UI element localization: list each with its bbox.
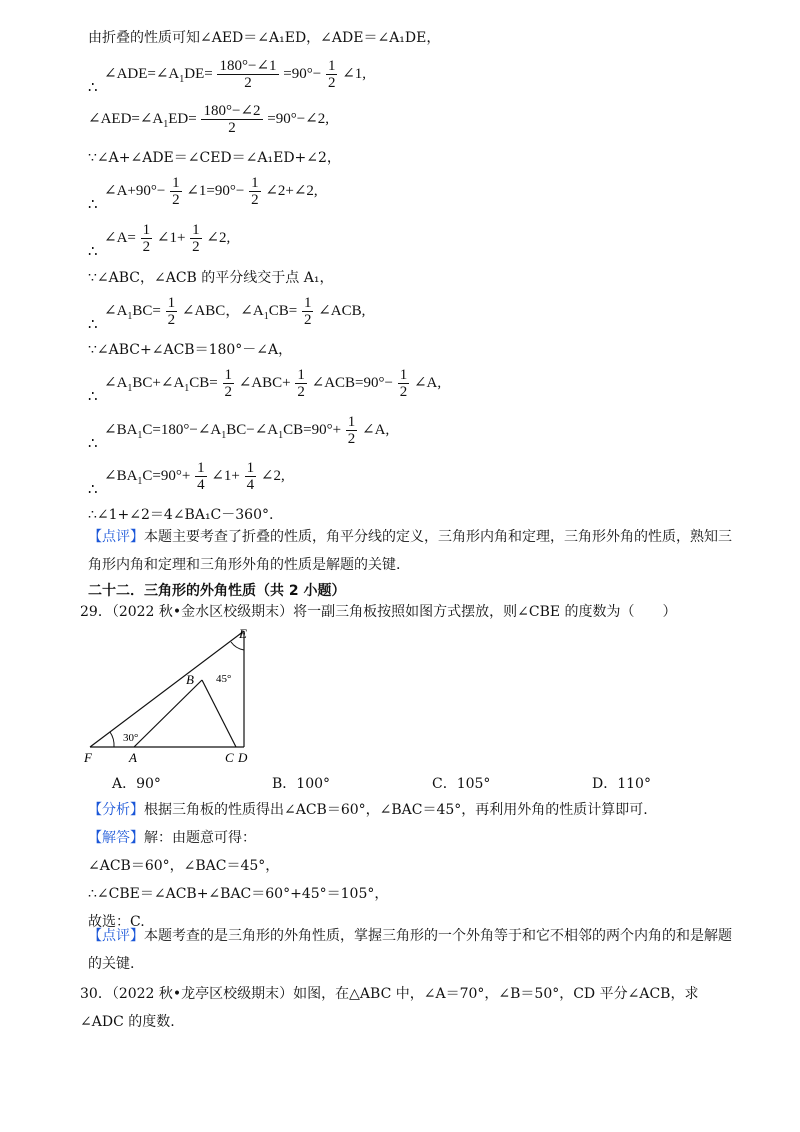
- analysis-tag: 【分析】: [88, 802, 144, 818]
- analysis-text: 根据三角板的性质得出∠ACB＝60°，∠BAC＝45°，再利用外角的性质计算即可.: [144, 802, 648, 818]
- therefore-symbol: ∴: [88, 244, 98, 260]
- aed-num: 180°−∠2: [203, 103, 261, 119]
- ade-fraction: [217, 58, 278, 91]
- answer-tag: 【解答】: [88, 830, 144, 846]
- therefore-symbol: ∴: [88, 80, 98, 96]
- equation-ade: [88, 58, 367, 96]
- comment-tag: 【点评】: [88, 529, 144, 545]
- text-line-1: 由折叠的性质可知∠AED＝∠A₁ED，∠ADE＝∠A₁DE，: [88, 30, 441, 46]
- aed-lhs: ∠AED=∠A: [88, 110, 164, 127]
- analysis: [88, 796, 738, 824]
- angle-30-arc: [110, 732, 114, 747]
- comment-tag-2: 【点评】: [88, 928, 144, 944]
- therefore-symbol: ∴: [88, 197, 98, 213]
- aed-den: 2: [228, 120, 236, 136]
- aed-fraction: [201, 103, 262, 136]
- equation-step6: ∴ $\angle A_1BC+\angle A_1CB=$ $\frac{1}{2}$ ∠ABC+ $\frac{1}{2}$ ∠ACB=90°− $\frac{1}{2}$ ∠A,: [88, 367, 442, 405]
- aed-rest: ED=: [168, 110, 197, 127]
- label-45: 45°: [216, 673, 232, 685]
- ade-rest: DE=: [184, 65, 213, 82]
- therefore-symbol: ∴: [88, 482, 98, 498]
- comment-1: [88, 523, 738, 579]
- aed-sub: 1: [163, 118, 169, 130]
- step5-lhs: ∠A: [104, 302, 128, 319]
- step3-frac2: $\frac{1}{2}$: [251, 175, 259, 208]
- ade-den: 2: [244, 75, 252, 91]
- step4-frac2: $\frac{1}{2}$: [192, 222, 200, 255]
- answer-line-2: ∠ACB＝60°，∠BAC＝45°，: [88, 858, 280, 874]
- equation-step7: ∴ $\angle BA_1C=180^\circ-\angle A_1BC-\angle A_1CB=90^\circ+$ $\frac{1}{2}$ ∠A,: [88, 414, 390, 452]
- angle-45-arc: [231, 642, 244, 650]
- answer-line-1: 【解答】解：由题意可得：: [88, 830, 256, 846]
- section-heading: 二十二．三角形的外角性质（共 2 小题）: [88, 583, 346, 599]
- step4-lhs: ∠A=: [104, 229, 136, 246]
- step4-mid: ∠1+: [156, 229, 186, 246]
- ade-lhs: ∠ADE=∠A: [104, 65, 180, 82]
- choice-d[interactable]: D．110°: [592, 776, 651, 792]
- question-29: 29．（2022 秋•金水区校级期末）将一副三角板按照如图方式摆放，则∠CBE 的度数为（ ）: [80, 604, 677, 620]
- therefore-symbol: ∴: [88, 436, 98, 452]
- label-e: E: [239, 626, 247, 641]
- step4-frac1: $\frac{1}{2}$: [142, 222, 151, 255]
- step4-tail: ∠2,: [206, 229, 231, 246]
- choice-b[interactable]: B．100°: [272, 776, 331, 792]
- equation-step4: [88, 222, 231, 260]
- step3-tail: ∠2+∠2,: [265, 182, 318, 199]
- text-line-because-1: ∵∠A+∠ADE＝∠CED＝∠A₁ED+∠2，: [88, 150, 341, 166]
- half-num: 1: [327, 58, 336, 74]
- ade-tail: =90°−: [283, 65, 322, 82]
- comment-text-2: 本题考查的是三角形的外角性质，掌握三角形的一个外角等于和它不相邻的两个内角的和是解题的关键.: [88, 928, 732, 972]
- text-line-conclusion: ∴∠1+∠2＝4∠BA₁C－360°.: [88, 507, 274, 523]
- therefore-symbol: ∴: [88, 317, 98, 333]
- edge-fe: [90, 631, 244, 747]
- label-30: 30°: [123, 732, 139, 744]
- choice-c[interactable]: C．105°: [432, 776, 491, 792]
- question-30: 30．（2022 秋•龙亭区校级期末）如图，在△ABC 中，∠A＝70°，∠B＝50°，CD 平分∠ACB，求∠ADC 的度数.: [80, 986, 699, 1030]
- label-f: F: [84, 750, 92, 765]
- label-c: C: [225, 750, 234, 765]
- aed-tail: =90°−∠2,: [267, 110, 330, 127]
- step3-lhs: ∠A+90°−: [104, 182, 166, 199]
- answer-line-4: 故选：C.: [88, 914, 145, 930]
- answer-line-3: ∴∠CBE＝∠ACB+∠BAC＝60°+45°＝105°，: [88, 886, 389, 902]
- label-b: B: [186, 672, 194, 687]
- therefore-symbol: ∴: [88, 389, 98, 405]
- step5-frac1: $\frac{1}{2}$: [167, 295, 176, 328]
- half-fraction: [326, 58, 338, 91]
- triangle-figure: [82, 626, 282, 766]
- step5-frac2: $\frac{1}{2}$: [303, 295, 312, 328]
- label-a: A: [129, 750, 137, 765]
- comment-text: 本题主要考查了折叠的性质，角平分线的定义，三角形内角和定理，三角形外角的性质，熟知三角形内角和定理和三角形外角的性质是解题的关键.: [88, 529, 732, 573]
- choices: [112, 773, 752, 793]
- label-d: D: [238, 750, 248, 765]
- equation-step3: [88, 175, 318, 213]
- text-line-because-3: ∵∠ABC+∠ACB＝180°－∠A，: [88, 342, 293, 358]
- ade-sub: 1: [179, 73, 185, 85]
- text-line-because-2: ∵∠ABC，∠ACB 的平分线交于点 A₁，: [88, 270, 334, 286]
- ade-num: 180°−∠1: [219, 58, 277, 74]
- edge-bc: [202, 680, 236, 747]
- step3-mid: ∠1=90°−: [186, 182, 245, 199]
- step3-frac1: $\frac{1}{2}$: [172, 175, 180, 208]
- angle1-text: ∠1,: [342, 65, 367, 82]
- equation-step5: ∴ $\angle A_1BC=$ $\frac{1}{2}$ ∠ABC，$\angle A_1CB=$ $\frac{1}{2}$ ∠ACB,: [88, 295, 366, 333]
- half-den: 2: [327, 75, 336, 91]
- equation-step8: ∴ $\angle BA_1C=90^\circ+$ $\frac{1}{4}$ ∠1+ $\frac{1}{4}$ ∠2,: [88, 460, 285, 498]
- edge-ab: [134, 680, 202, 747]
- choice-a[interactable]: A．90°: [112, 776, 161, 792]
- equation-aed: [88, 103, 329, 136]
- comment-2: [88, 922, 738, 978]
